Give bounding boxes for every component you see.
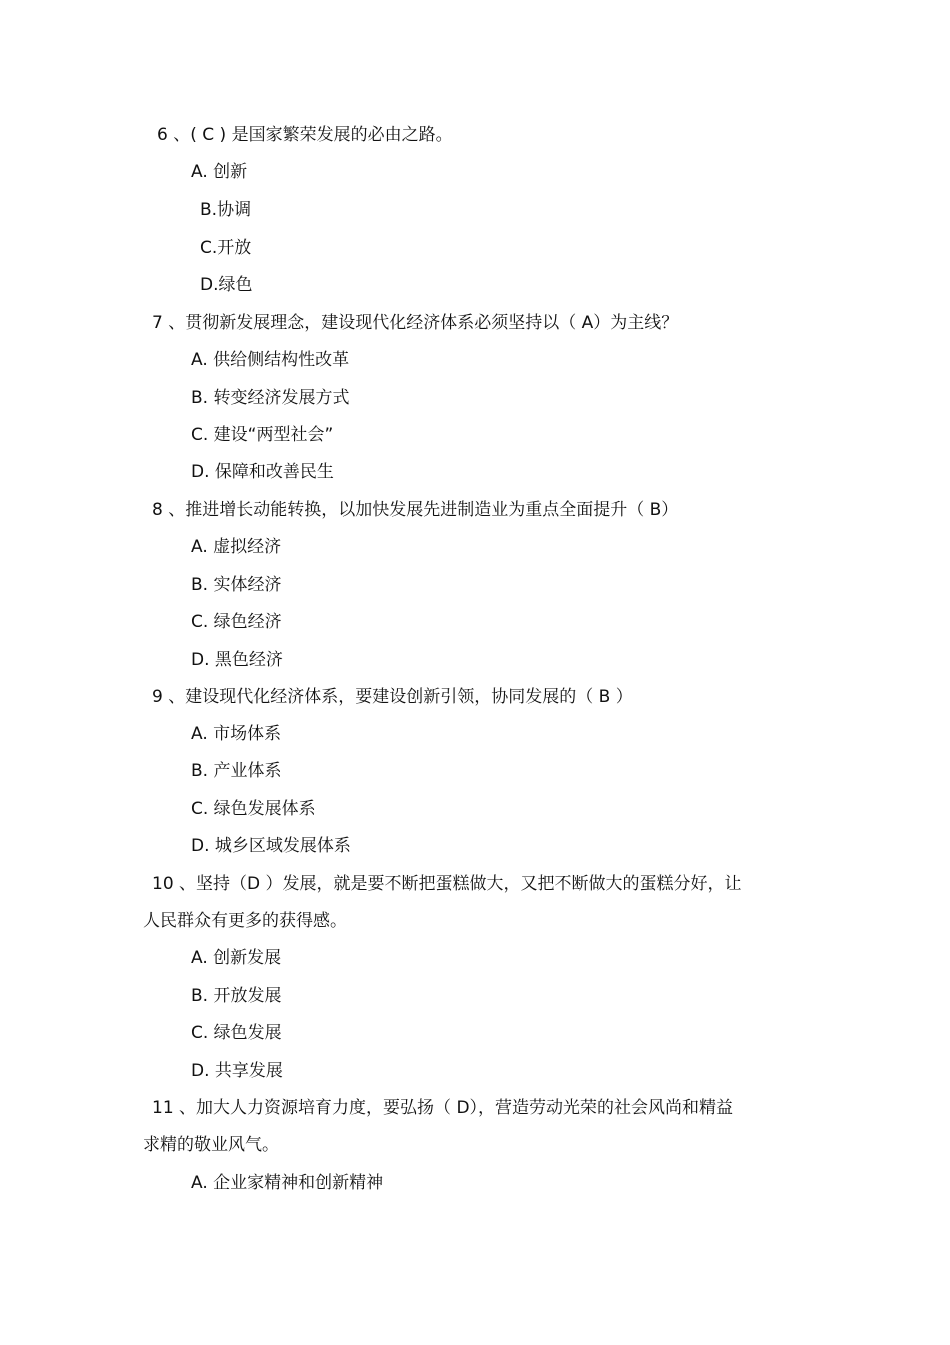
question-9-option-b: B. 产业体系: [191, 761, 282, 781]
question-7-text: 7 、贯彻新发展理念，建设现代化经济体系必须坚持以（ A）为主线？: [152, 313, 679, 333]
question-8-option-a: A. 虚拟经济: [191, 537, 282, 557]
question-10-option-a: A. 创新发展: [191, 948, 282, 968]
question-9-option-a: A. 市场体系: [191, 724, 282, 744]
question-6-option-d: D.绿色: [200, 275, 253, 295]
question-6-text: 6 、( C ) 是国家繁荣发展的必由之路。: [157, 125, 453, 145]
question-8-option-c: C. 绿色经济: [191, 612, 282, 632]
question-8-text: 8 、推进增长动能转换，以加快发展先进制造业为重点全面提升（ B）: [152, 500, 679, 520]
question-10-option-c: C. 绿色发展: [191, 1023, 282, 1043]
question-6-option-c: C.开放: [200, 238, 252, 258]
question-7-option-c: C. 建设“两型社会”: [191, 425, 334, 445]
question-11-text-continued: 求精的敬业风气。: [143, 1135, 279, 1155]
question-8-option-b: B. 实体经济: [191, 575, 282, 595]
question-8-option-d: D. 黑色经济: [191, 650, 283, 670]
question-9-option-c: C. 绿色发展体系: [191, 799, 316, 819]
question-10-text: 10 、坚持（D ）发展，就是要不断把蛋糕做大，又把不断做大的蛋糕分好，让: [152, 874, 742, 894]
question-6-option-b: B.协调: [200, 200, 252, 220]
question-9-option-d: D. 城乡区域发展体系: [191, 836, 351, 856]
question-9-text: 9 、建设现代化经济体系，要建设创新引领，协同发展的（ B ）: [152, 687, 633, 707]
question-10-option-d: D. 共享发展: [191, 1061, 283, 1081]
question-10-option-b: B. 开放发展: [191, 986, 282, 1006]
question-11-option-a: A. 企业家精神和创新精神: [191, 1173, 384, 1193]
question-11-text: 11 、加大人力资源培育力度，要弘扬（ D），营造劳动光荣的社会风尚和精益: [152, 1098, 734, 1118]
question-7-option-a: A. 供给侧结构性改革: [191, 350, 350, 370]
question-7-option-d: D. 保障和改善民生: [191, 462, 334, 482]
question-7-option-b: B. 转变经济发展方式: [191, 388, 350, 408]
question-10-text-continued: 人民群众有更多的获得感。: [143, 911, 347, 931]
question-6-option-a: A. 创新: [191, 162, 248, 182]
